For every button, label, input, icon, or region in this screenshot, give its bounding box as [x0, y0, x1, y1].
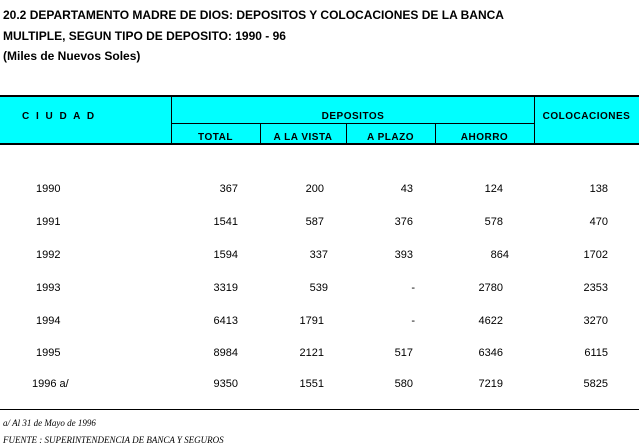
- cell-total: 1594: [213, 249, 238, 261]
- title-line-1: 20.2 DEPARTAMENTO MADRE DE DIOS: DEPOSITOS Y COLOCACIONES DE LA BANCA: [3, 8, 504, 22]
- header-ciudad: C I U D A D: [22, 111, 97, 122]
- source-note: FUENTE : SUPERINTENDENCIA DE BANCA Y SEGUROS: [3, 435, 224, 445]
- cell-plazo: 43: [400, 183, 413, 195]
- cell-colocaciones: 5825: [583, 378, 608, 390]
- cell-total: 367: [219, 183, 238, 195]
- cell-ahorro: 2780: [478, 282, 503, 294]
- cell-year: 1992: [36, 249, 61, 261]
- header-ahorro: AHORRO: [460, 132, 509, 143]
- cell-ahorro: 6346: [478, 347, 503, 359]
- header-colocaciones: COLOCACIONES: [542, 111, 631, 122]
- cell-ahorro: 578: [484, 216, 503, 228]
- cell-year: 1991: [36, 216, 61, 228]
- cell-vista: 200: [305, 183, 324, 195]
- cell-plazo: -: [411, 282, 415, 294]
- cell-colocaciones: 6115: [584, 347, 608, 359]
- cell-vista: 1791: [299, 315, 324, 327]
- cell-ahorro: 864: [490, 249, 509, 261]
- cell-year: 1996 a/: [32, 378, 69, 390]
- cell-vista: 1551: [299, 378, 324, 390]
- header-total: TOTAL: [198, 132, 233, 143]
- title-line-2: MULTIPLE, SEGUN TIPO DE DEPOSITO: 1990 - 96: [3, 29, 286, 43]
- cell-vista: 587: [305, 216, 324, 228]
- header-plazo: A PLAZO: [366, 132, 414, 143]
- cell-plazo: 517: [394, 347, 413, 359]
- table-bottom-rule: [0, 409, 639, 410]
- cell-colocaciones: 470: [589, 216, 608, 228]
- footnote: a/ Al 31 de Mayo de 1996: [3, 418, 96, 428]
- cell-colocaciones: 3270: [583, 315, 608, 327]
- title-line-3: (Miles de Nuevos Soles): [3, 49, 141, 63]
- header-divider-depositos: [171, 123, 535, 124]
- cell-year: 1993: [36, 282, 61, 294]
- cell-total: 1541: [213, 216, 238, 228]
- cell-vista: 2121: [299, 347, 324, 359]
- cell-ahorro: 7219: [478, 378, 503, 390]
- cell-plazo: 580: [394, 378, 413, 390]
- cell-total: 8984: [213, 347, 238, 359]
- cell-colocaciones: 138: [589, 183, 608, 195]
- cell-year: 1995: [36, 347, 61, 359]
- cell-total: 3319: [213, 282, 238, 294]
- cell-plazo: 376: [394, 216, 413, 228]
- cell-colocaciones: 2353: [583, 282, 608, 294]
- header-vista: A LA VISTA: [273, 132, 333, 143]
- cell-ahorro: 124: [484, 183, 503, 195]
- cell-total: 6413: [213, 315, 238, 327]
- cell-plazo: 393: [394, 249, 413, 261]
- cell-colocaciones: 1702: [583, 249, 608, 261]
- cell-plazo: -: [411, 315, 415, 327]
- cell-year: 1994: [36, 315, 61, 327]
- cell-vista: 539: [309, 282, 328, 294]
- header-depositos: DEPOSITOS: [321, 111, 385, 122]
- cell-vista: 337: [309, 249, 328, 261]
- cell-total: 9350: [213, 378, 238, 390]
- cell-ahorro: 4622: [478, 315, 503, 327]
- cell-year: 1990: [36, 183, 61, 195]
